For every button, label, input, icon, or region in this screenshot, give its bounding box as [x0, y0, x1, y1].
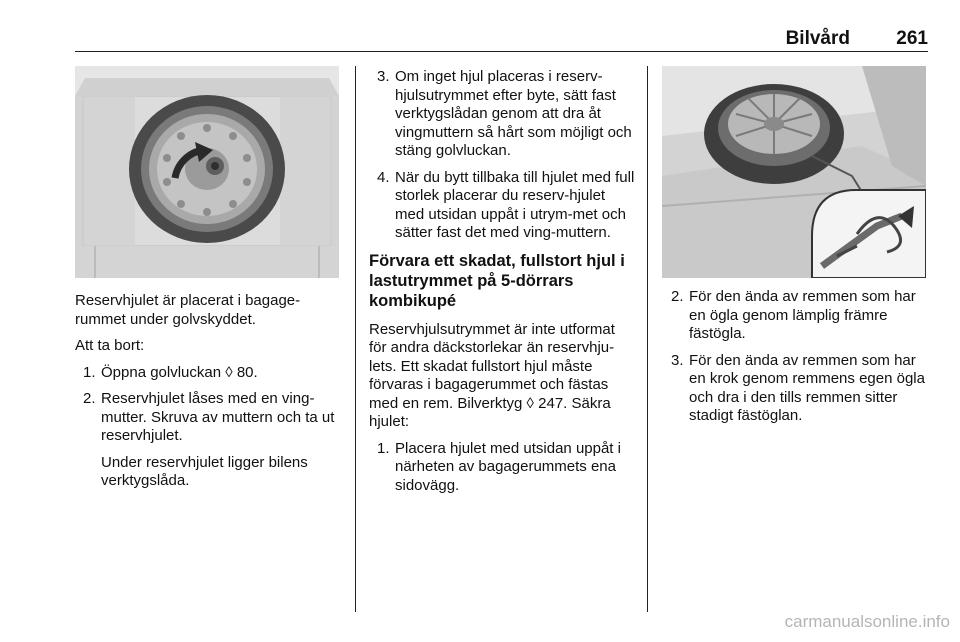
list-text: Öppna golvluckan ◊ 80.	[101, 363, 258, 381]
list-text: Reservhjulet låses med en ving-mutter. Skruva av muttern och ta ut reservhjulet.	[101, 390, 335, 444]
page-section-title: Bilvård	[785, 28, 850, 49]
column-divider-left	[355, 66, 356, 612]
text-column-1	[75, 292, 340, 499]
remove-label: Att ta bort:	[75, 337, 145, 354]
list-item	[663, 352, 929, 426]
list-item	[369, 68, 635, 161]
list-item	[75, 390, 340, 446]
list-item	[369, 169, 635, 243]
strapped-wheel-illustration	[662, 66, 926, 278]
list-text: Om inget hjul placeras i reserv-hjulsutrymmet efter byte, sätt fast verktygslådan genom att dra åt vingmuttern så hårt som möjligt och stäng golvluckan.	[395, 68, 632, 159]
text-column-2	[369, 68, 635, 503]
intro-paragraph: Reservhjulet är placerat i bagage-rummet under golvskyddet.	[75, 292, 301, 328]
section-heading: Förvara ett skadat, fullstort hjul i lastutrymmet på 5-dörrars kombikupé	[369, 251, 625, 310]
body-paragraph: Reservhjulsutrymmet är inte utformat för andra däckstorlekar än reservhju-lets. Ett skadat fullstort hjul måste förvaras i bagagerummet och fästas med en rem. Bilverktyg ◊ 247. Säkra hjulet:	[369, 320, 615, 430]
list-number: 1.	[83, 363, 96, 381]
list-number: 3.	[377, 68, 390, 85]
list-text: När du bytt tillbaka till hjulet med full storlek placerar du reserv-hjulet med utsidan uppåt i utrym-met och sätter fast det med ving-muttern.	[395, 168, 635, 241]
list-number: 2.	[671, 288, 684, 305]
list-number: 1.	[377, 439, 390, 457]
page-number: 261	[896, 28, 928, 49]
list-item	[75, 364, 340, 383]
list-text: För den ända av remmen som har en ögla genom lämplig främre fästögla.	[689, 288, 916, 342]
list-number: 2.	[83, 390, 96, 407]
header-rule	[75, 51, 928, 52]
list-number: 4.	[377, 168, 390, 186]
list-text: För den ända av remmen som har en krok genom remmens egen ögla och dra i den tills remmen sitter stadigt fästöglan.	[689, 351, 925, 424]
list-number: 3.	[671, 351, 684, 369]
text-column-3	[663, 288, 929, 434]
list-item	[663, 288, 929, 344]
column-divider-right	[647, 66, 648, 612]
list-note: Under reservhjulet ligger bilens verktygslåda.	[101, 453, 308, 489]
list-text: Placera hjulet med utsidan uppåt i närheten av bagagerummets ena sidovägg.	[395, 439, 621, 494]
watermark: carmanualsonline.info	[784, 612, 950, 631]
list-item	[369, 440, 635, 496]
spare-wheel-illustration	[75, 66, 339, 278]
